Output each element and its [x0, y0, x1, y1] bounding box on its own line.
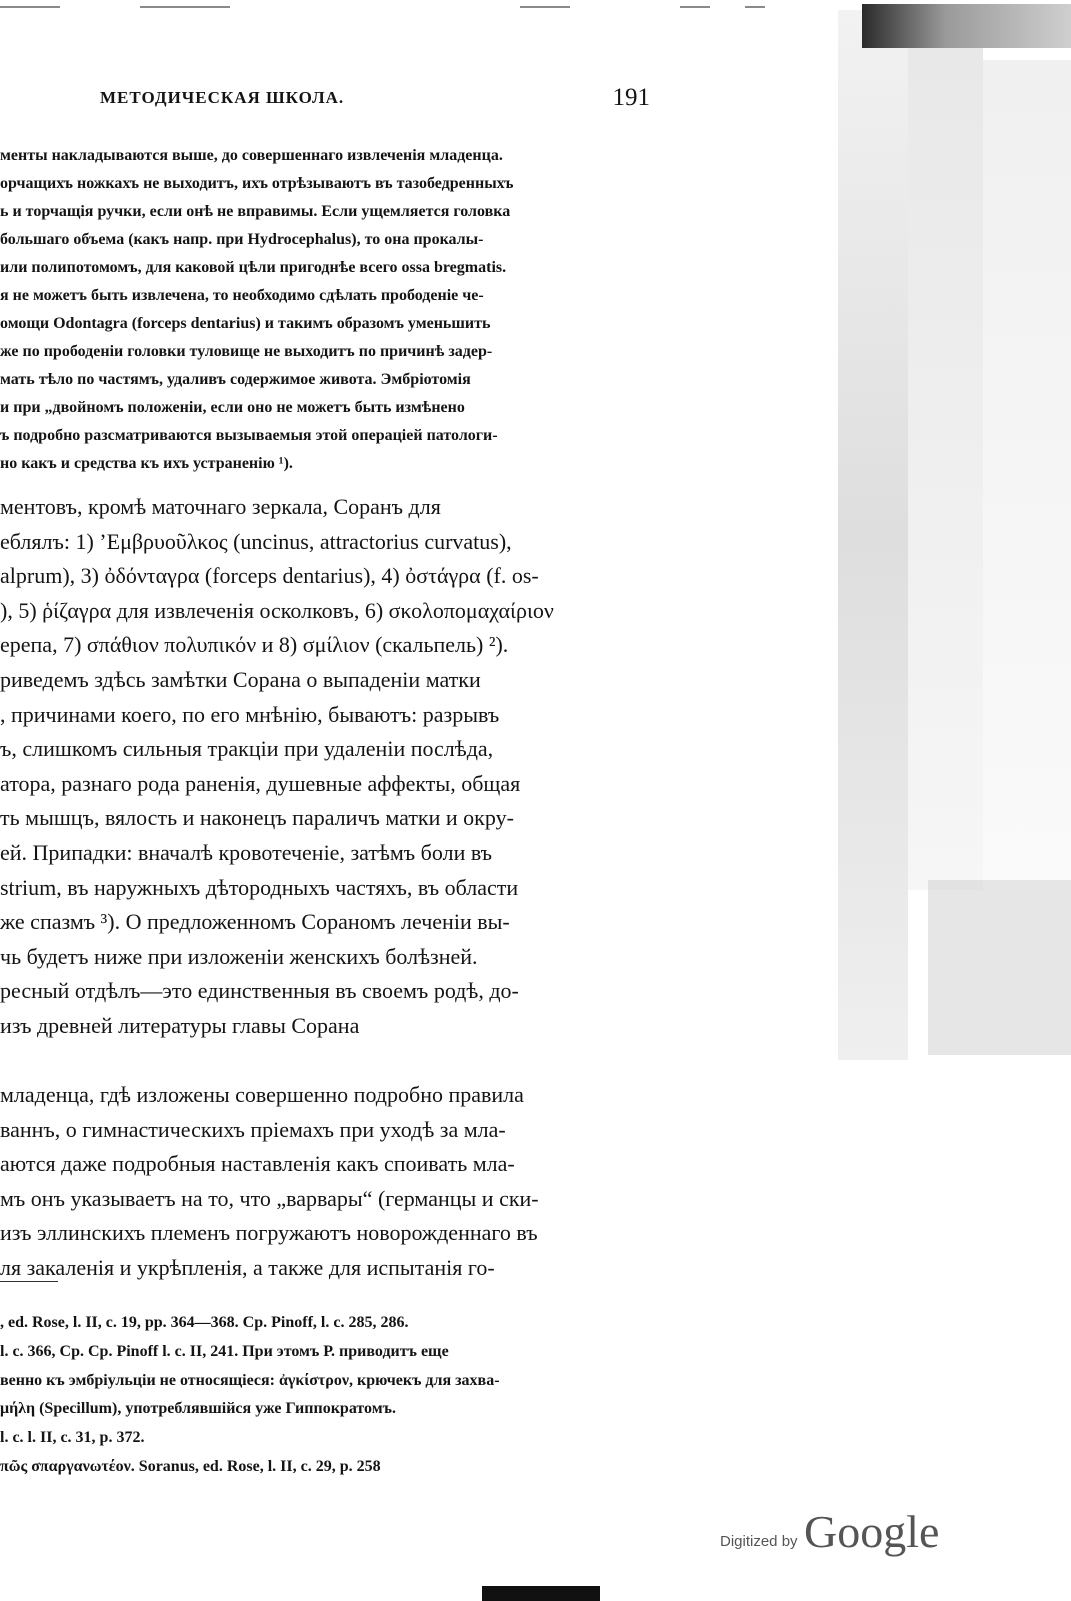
text-line: strium, въ наружныхъ дѣтородныхъ частяхъ, въ области: [0, 874, 519, 900]
google-watermark: [720, 1505, 940, 1565]
page-header: [100, 84, 660, 114]
text-line: менты накладываются выше, до совершеннаго извлеченія младенца.: [0, 147, 503, 164]
scan-artifact-strip: [838, 0, 1071, 1070]
text-line: ресный отдѣлъ—это единственныя въ своемъ родѣ, до-: [0, 978, 519, 1004]
scan-bottom-bar: [482, 1586, 600, 1601]
page-number: 191: [612, 84, 650, 111]
text-line: я не можетъ быть извлечена, то необходимо сдѣлать прободеніе че-: [0, 287, 484, 304]
scan-artifact: [838, 10, 908, 1060]
text-line: мъ онъ указываетъ на то, что „варвары“ (германцы и ски-: [0, 1185, 539, 1211]
text-line: , причинами коего, по его мнѣнію, бываютъ: разрывъ: [0, 701, 500, 727]
text-line: риведемъ здѣсь замѣтки Сорана о выпаденіи матки: [0, 666, 481, 692]
scan-top-rule: [140, 6, 230, 8]
text-line: же спазмъ ³). О предложенномъ Сораномъ леченіи вы-: [0, 909, 510, 935]
text-line: и при „двойномъ положеніи, если оно не можетъ быть измѣнено: [0, 399, 465, 416]
footnotes: [0, 1309, 660, 1482]
text-line: младенца, гдѣ изложены совершенно подробно правила: [0, 1082, 524, 1108]
scan-artifact: [928, 880, 1071, 1055]
footnote-line: l. c. l. II, c. 31, p. 372.: [0, 1429, 145, 1447]
footnote-line: πῶς σπαργανωτέον. Soranus, ed. Rose, l. II, c. 29, p. 258: [0, 1457, 381, 1475]
footnote-line: μήλη (Specillum), употреблявшійся уже Гиппократомъ.: [0, 1400, 396, 1418]
watermark-digitized: Digitized by: [720, 1533, 798, 1550]
footnote-separator: [0, 1281, 58, 1282]
text-line: чь будетъ ниже при изложеніи женскихъ болѣзней.: [0, 943, 478, 969]
text-line: ля закаленія и укрѣпленія, а также для испытанія го-: [0, 1255, 495, 1281]
text-line: аются даже подробныя наставленія какъ споивать мла-: [0, 1151, 515, 1177]
text-line: ментовъ, кромѣ маточнаго зеркала, Соранъ для: [0, 494, 441, 519]
text-line: мать тѣло по частямъ, удаливъ содержимое живота. Эмбріотомія: [0, 371, 471, 388]
scan-top-rule: [680, 6, 710, 8]
running-title: МЕТОДИЧЕСКАЯ ШКОЛА.: [100, 88, 345, 107]
text-line: омощи Odontagra (forceps dentarius) и такимъ образомъ уменьшить: [0, 315, 491, 332]
scan-top-rule: [0, 6, 60, 8]
footnote-line: венно къ эмбріульціи не относящіеся: ἀγκίστρον, крючекъ для захва-: [0, 1371, 500, 1389]
scan-top-rule: [520, 6, 570, 8]
text-line: изъ древней литературы главы Сорана: [0, 1012, 360, 1038]
text-line: ъ, слишкомъ сильныя тракціи при удаленіи послѣда,: [0, 736, 494, 762]
text-line: ваннъ, о гимнастическихъ пріемахъ при уходѣ за мла-: [0, 1116, 506, 1142]
text-line: но какъ и средства къ ихъ устраненію ¹).: [0, 455, 293, 472]
text-line: еблялъ: 1) ’Εμβρυοῦλκος (uncinus, attractorius curvatus),: [0, 528, 512, 554]
footnote-line: , ed. Rose, l. II, c. 19, pp. 364—368. Cp. Pinoff, l. c. 285, 286.: [0, 1314, 409, 1331]
text-line: ), 5) ῥίζαγρα для извлеченія осколковъ, 6) σκολοπομαχαίριον: [0, 597, 554, 623]
small-print-paragraph: [0, 142, 660, 478]
google-logo: Google: [804, 1506, 940, 1557]
text-line: большаго объема (какъ напр. при Hydrocephalus), то она прокалы-: [0, 231, 484, 248]
text-line: ей. Припадки: вначалѣ кровотеченіе, затѣмъ боли въ: [0, 839, 493, 865]
text-line: alprum), 3) ὀδόνταγρα (forceps dentarius), 4) ὀστάγρα (f. os-: [0, 563, 539, 589]
scan-artifact: [908, 40, 983, 890]
scan-top-rule: [745, 6, 765, 8]
text-line: ть мышцъ, вялость и наконецъ параличъ матки и окру-: [0, 805, 514, 831]
text-line: ъ подробно разсматриваются вызываемыя этой операціей патологи-: [0, 427, 498, 444]
text-line: или полипотомомъ, для каковой цѣли пригоднѣе всего ossa bregmatis.: [0, 259, 507, 276]
footnote-line: l. c. 366, Cp. Cp. Pinoff l. c. II, 241. При этомъ Р. приводитъ еще: [0, 1342, 449, 1360]
text-line: же по прободеніи головки туловище не выходитъ по причинѣ задер-: [0, 343, 493, 360]
text-line: орчащихъ ножкахъ не выходитъ, ихъ отрѣзываютъ въ тазобедренныхъ: [0, 175, 514, 192]
text-line: [0, 1044, 660, 1079]
text-line: ерепа, 7) σπάθιον πολυπικόν и 8) σμίλιον (скальпель) ²).: [0, 632, 509, 658]
scan-artifact: [862, 4, 1071, 48]
text-line: ь и торчащія ручки, если онѣ не вправимы. Если ущемляется головка: [0, 203, 511, 220]
text-line: изъ эллинскихъ племенъ погружаютъ новорожденнаго въ: [0, 1220, 538, 1246]
text-line: атора, разнаго рода раненія, душевные аффекты, общая: [0, 770, 521, 796]
scan-artifact: [983, 60, 1071, 880]
body-text: [0, 490, 660, 1286]
